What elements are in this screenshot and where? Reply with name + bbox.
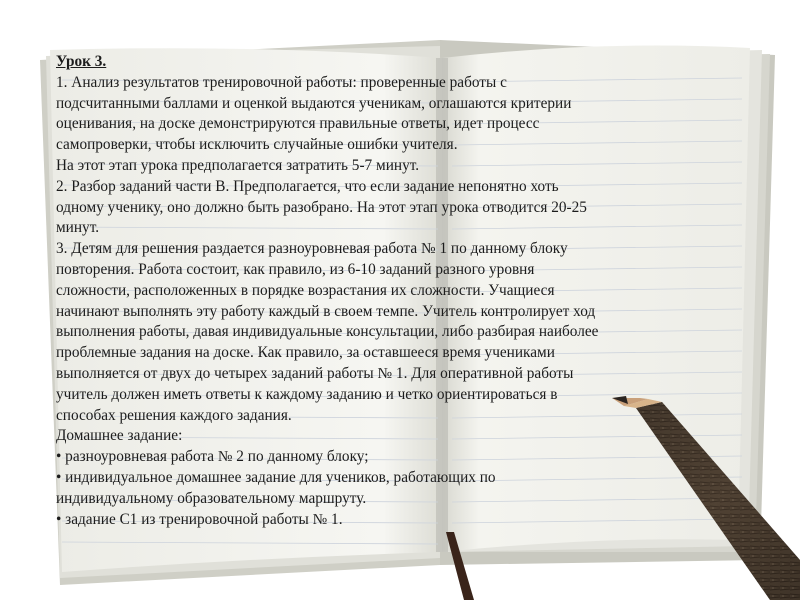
- text-line: начинают выполнять эту работу каждый в своем темпе. Учитель контролирует ход: [56, 302, 596, 320]
- homework-heading: Домашнее задание:: [56, 427, 183, 445]
- lesson-title: Урок 3.: [56, 53, 107, 70]
- text-line: способах решения каждого задания.: [56, 406, 292, 424]
- text-line: индивидуальному образовательному маршруту.: [56, 489, 367, 507]
- text-line: 1. Анализ результатов тренировочной работы: проверенные работы с: [56, 73, 507, 91]
- text-line: сложности, расположенных в порядке возрастания их сложности. Учащиеся: [56, 281, 555, 299]
- text-line: одному ученику, оно должно быть разобрано. На этот этап урока отводится 20-25: [56, 198, 587, 216]
- homework-item: • задание С1 из тренировочной работы № 1.: [56, 510, 343, 528]
- text-line: оценивания, на доске демонстрируются правильные ответы, идет процесс: [56, 115, 540, 133]
- text-line: 2. Разбор заданий части В. Предполагается, что если задание непонятно хоть: [56, 177, 559, 195]
- text-line: выполняется от двух до четырех заданий работы № 1. Для оперативной работы: [56, 364, 574, 382]
- homework-item: • индивидуальное домашнее задание для учеников, работающих по: [56, 468, 496, 486]
- text-line: самопроверки, чтобы исключить случайные ошибки учителя.: [56, 136, 458, 154]
- text-line: 3. Детям для решения раздается разноуровневая работа № 1 по данному блоку: [56, 240, 568, 258]
- text-line: повторения. Работа состоит, как правило, из 6-10 заданий разного уровня: [56, 260, 535, 278]
- text-line: На этот этап урока предполагается затратить 5-7 минут.: [56, 156, 420, 174]
- text-line: проблемные задания на доске. Как правило, за оставшееся время учениками: [56, 344, 555, 362]
- homework-item: • разноуровневая работа № 2 по данному блоку;: [56, 448, 369, 466]
- text-line: выполнения работы, давая индивидуальные консультации, либо разбирая наиболее: [56, 323, 599, 341]
- lesson-text: [56, 52, 696, 530]
- text-line: подсчитанными баллами и оценкой выдаются ученикам, оглашаются критерии: [56, 94, 572, 112]
- text-line: минут.: [56, 219, 100, 237]
- text-line: учитель должен иметь ответы к каждому заданию и четко ориентироваться в: [56, 385, 558, 403]
